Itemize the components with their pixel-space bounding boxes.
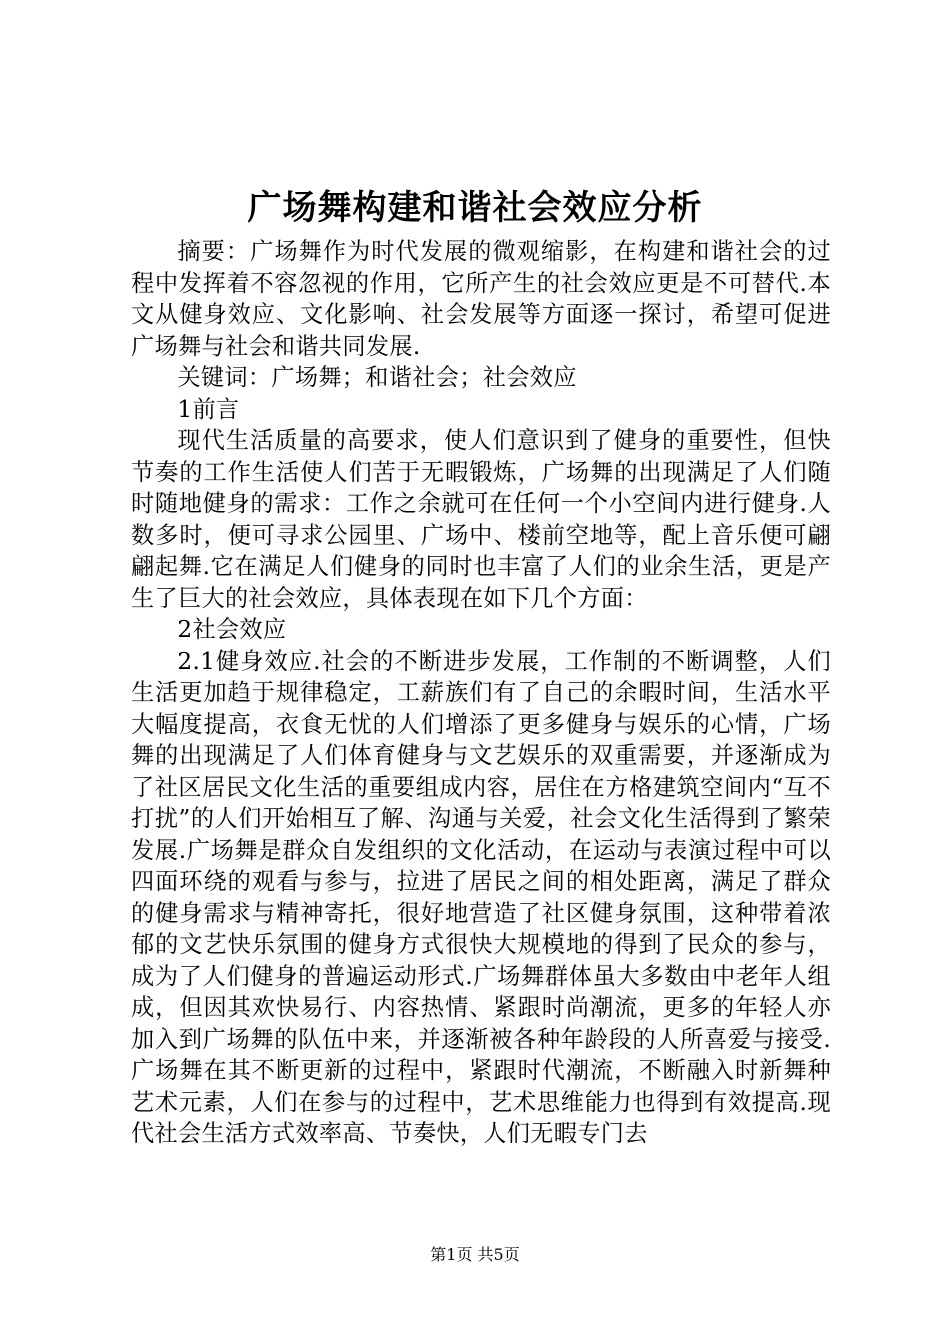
abstract-paragraph: 摘要：广场舞作为时代发展的微观缩影，在构建和谐社会的过程中发挥着不容忽视的作用，它所产生的社会效应更是不可替代.本文从健身效应、文化影响、社会发展等方面逐一探讨，希望可促进广场舞与社会和谐共同发展. bbox=[131, 238, 831, 360]
section-2-heading: 2社会效应 bbox=[177, 616, 287, 643]
document-title: 广场舞构建和谐社会效应分析 bbox=[247, 188, 703, 228]
section-2-1-paragraph: 2.1健身效应.社会的不断进步发展，工作制的不断调整，人们生活更加趋于规律稳定，工薪族们有了自己的余暇时间，生活水平大幅度提高，衣食无忧的人们增添了更多健身与娱乐的心情，广场舞的出现满足了人们体育健身与文艺娱乐的双重需要，并逐渐成为了社区居民文化生活的重要组成内容，居住在方格建筑空间内“互不打扰”的人们开始相互了解、沟通与关爱，社会文化生活得到了繁荣发展.广场舞是群众自发组织的文化活动，在运动与表演过程中可以四面环绕的观看与参与，拉进了居民之间的相处距离，满足了群众的健身需求与精神寄托，很好地营造了社区健身氛围，这种带着浓郁的文艺快乐氛围的健身方式很快大规模地的得到了民众的参与，成为了人们健身的普遍运动形式.广场舞群体虽大多数由中老年人组成，但因其欢快易行、内容热情、紧跟时尚潮流，更多的年轻人亦加入到广场舞的队伍中来，并逐渐被各种年龄段的人所喜爱与接受.广场舞在其不断更新的过程中，紧跟时代潮流，不断融入时新舞种艺术元素，人们在参与的过程中，艺术思维能力也得到有效提高.现代社会生活方式效率高、节奏快，人们无暇专门去 bbox=[131, 647, 831, 1147]
page-footer: 第1页 共5页 bbox=[430, 1245, 520, 1264]
keywords-line: 关键词：广场舞；和谐社会；社会效应 bbox=[177, 364, 577, 391]
section-1-paragraph: 现代生活质量的高要求，使人们意识到了健身的重要性，但快节奏的工作生活使人们苦于无暇锻炼，广场舞的出现满足了人们随时随地健身的需求：工作之余就可在任何一个小空间内进行健身.人数多时，便可寻求公园里、广场中、楼前空地等，配上音乐便可翩翩起舞.它在满足人们健身的同时也丰富了人们的业余生活，更是产生了巨大的社会效应，具体表现在如下几个方面： bbox=[131, 427, 831, 612]
document-body bbox=[131, 236, 831, 1150]
section-1-heading: 1前言 bbox=[177, 395, 240, 423]
